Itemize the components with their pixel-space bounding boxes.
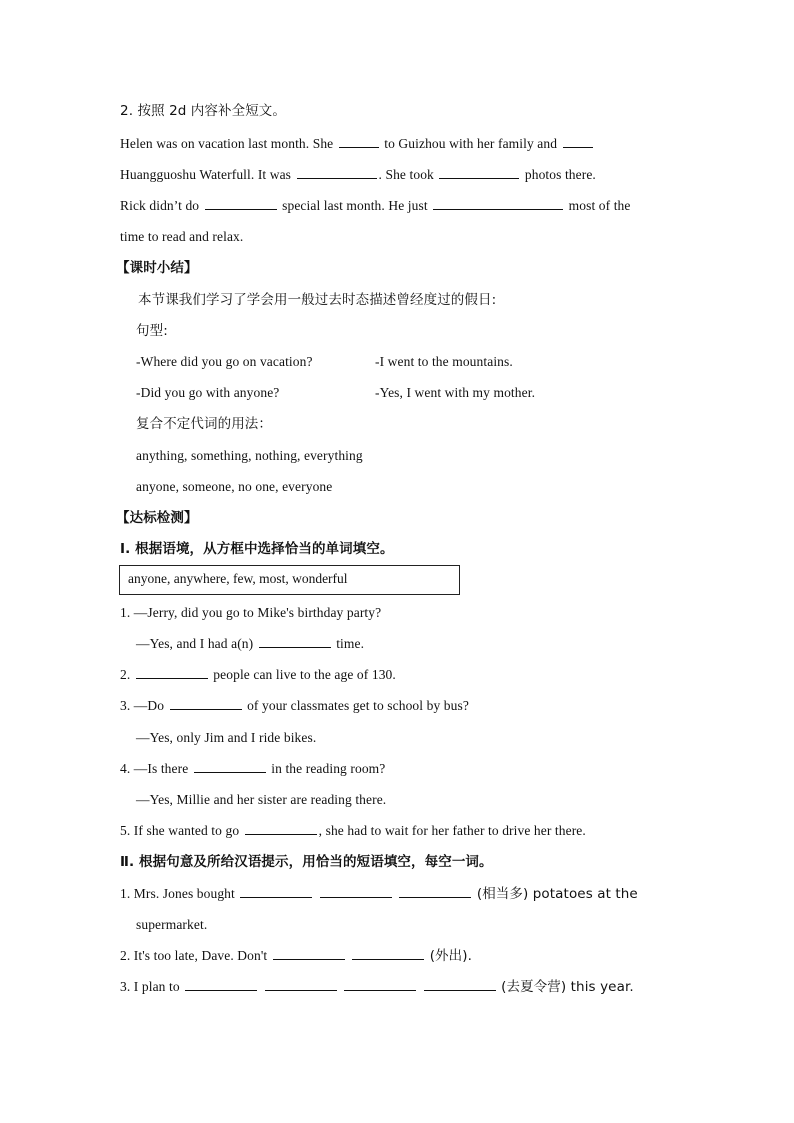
pattern-row-2: [136, 383, 279, 403]
answer-blank[interactable]: [344, 977, 416, 991]
answer-blank[interactable]: [424, 977, 496, 991]
pattern-row-1: [136, 352, 313, 372]
pronoun-label: 复合不定代词的用法：: [136, 416, 272, 432]
text: , she had to wait for her father to drive her there.: [318, 823, 586, 838]
text: —Yes, and I had a(n): [136, 636, 254, 651]
answer-blank[interactable]: [259, 634, 331, 648]
text: people can live to the age of 130.: [213, 667, 396, 682]
text: Rick didn’t do: [120, 198, 200, 213]
question-4-answer: —Yes, Millie and her sister are reading there.: [136, 792, 387, 807]
text: in the reading room?: [271, 761, 386, 776]
text: 1. Mrs. Jones bought: [120, 886, 235, 901]
text: photos there.: [524, 167, 596, 182]
answer-blank[interactable]: [320, 884, 392, 898]
text: special last month. He just: [282, 198, 428, 213]
pattern-label: 句型:: [136, 323, 168, 339]
phrase-2: [120, 946, 472, 966]
task2-line4: time to read and relax.: [120, 229, 244, 244]
text: 2. It's too late, Dave. Don't: [120, 948, 268, 963]
pronouns-line-1: anything, something, nothing, everything: [136, 448, 363, 463]
word-box: [119, 565, 460, 595]
question-2: [120, 665, 396, 685]
question-5: [120, 821, 586, 841]
answer-blank[interactable]: [136, 665, 208, 679]
text: 3. I plan to: [120, 979, 180, 994]
summary-intro: 本节课我们学习了学会用一般过去时态描述曾经度过的假日:: [138, 292, 497, 308]
text: . She took: [378, 167, 434, 182]
text: to Guizhou with her family and: [384, 136, 558, 151]
answer-blank[interactable]: [245, 821, 317, 835]
text: 4. —Is there: [120, 761, 189, 776]
text: 2.: [120, 667, 131, 682]
text: (相当多) potatoes at the: [476, 886, 638, 902]
answer-blank[interactable]: [352, 946, 424, 960]
question: -Where did you go on vacation?: [136, 354, 313, 369]
task2-title: 2. 按照 2d 内容补全短文。: [120, 103, 287, 119]
answer-blank[interactable]: [205, 196, 277, 210]
text: time.: [336, 636, 365, 651]
answer-blank[interactable]: [273, 946, 345, 960]
pronouns-line-2: anyone, someone, no one, everyone: [136, 479, 333, 494]
text: Huangguoshu Waterfull. It was: [120, 167, 292, 182]
part1-title: Ⅰ. 根据语境，从方框中选择恰当的单词填空。: [120, 541, 394, 557]
part2-title: Ⅱ. 根据句意及所给汉语提示，用恰当的短语填空，每空一词。: [120, 854, 493, 870]
answer-blank[interactable]: [194, 759, 266, 773]
answer-blank[interactable]: [433, 196, 563, 210]
summary-heading: 【课时小结】: [116, 260, 198, 276]
answer-blank[interactable]: [170, 696, 242, 710]
text: of your classmates get to school by bus?: [247, 698, 469, 713]
text: 5. If she wanted to go: [120, 823, 240, 838]
answer-blank[interactable]: [265, 977, 337, 991]
word-box-text: anyone, anywhere, few, most, wonderful: [128, 571, 348, 586]
question-3-answer: —Yes, only Jim and I ride bikes.: [136, 730, 317, 745]
question-4: [120, 759, 385, 779]
text: most of the: [568, 198, 631, 213]
question-1-answer: [136, 634, 364, 654]
answer-blank[interactable]: [297, 165, 377, 179]
phrase-1-cont: supermarket.: [136, 917, 208, 932]
text: 3. —Do: [120, 698, 165, 713]
task2-line2: [120, 165, 596, 185]
question: -Did you go with anyone?: [136, 385, 280, 400]
text: (去夏令营) this year.: [501, 979, 634, 995]
phrase-1: [120, 884, 638, 904]
answer-blank[interactable]: [399, 884, 471, 898]
task2-line3: [120, 196, 631, 216]
answer-1: -I went to the mountains.: [375, 354, 513, 369]
test-heading: 【达标检测】: [116, 510, 198, 526]
task2-line1: [120, 134, 595, 154]
phrase-3: [120, 977, 634, 997]
question-1: 1. —Jerry, did you go to Mike's birthday party?: [120, 605, 382, 620]
text: (外出).: [429, 948, 473, 964]
answer-blank[interactable]: [563, 134, 593, 148]
answer-blank[interactable]: [439, 165, 519, 179]
answer-blank[interactable]: [185, 977, 257, 991]
question-3: [120, 696, 469, 716]
text: Helen was on vacation last month. She: [120, 136, 334, 151]
answer-2: -Yes, I went with my mother.: [375, 385, 536, 400]
answer-blank[interactable]: [240, 884, 312, 898]
answer-blank[interactable]: [339, 134, 379, 148]
